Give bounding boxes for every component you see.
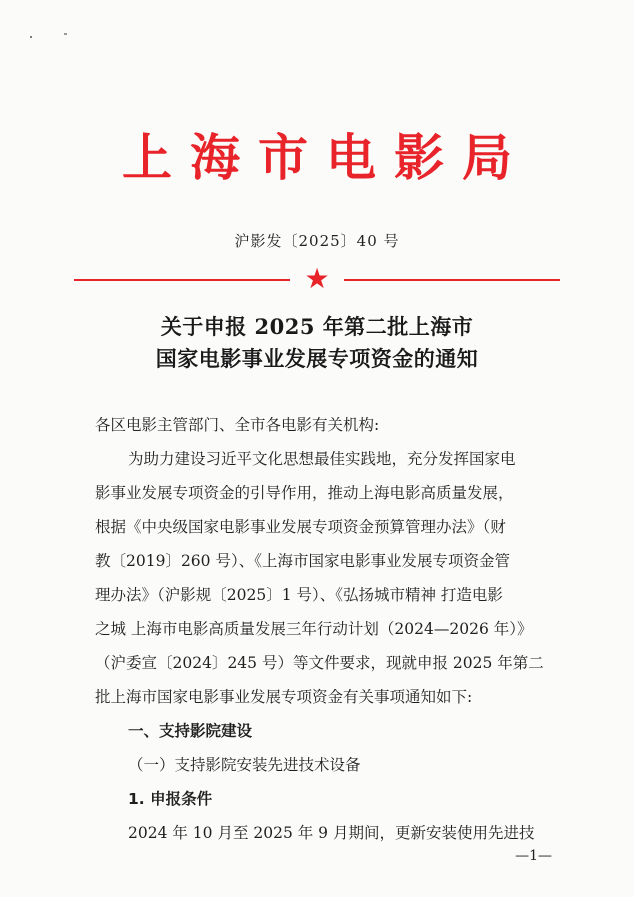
subsection-heading: （一）支持影院安装先进技术设备 [128, 756, 361, 774]
paragraph-line: 理办法》（沪影规〔2025〕1 号）、《弘扬城市精神 打造电影 [95, 586, 503, 604]
salutation: 各区电影主管部门、全市各电影有关机构: [95, 416, 380, 434]
paragraph-line: 为助力建设习近平文化思想最佳实践地，充分发挥国家电 [128, 450, 516, 468]
page-number: —1— [515, 848, 552, 864]
item-heading: 1. 申报条件 [128, 790, 213, 808]
document-number: 沪影发〔2025〕40 号 [234, 232, 400, 250]
paragraph-line: 根据《中央级国家电影事业发展专项资金预算管理办法》（财 [95, 518, 506, 536]
paragraph-line: （沪委宣〔2024〕245 号）等文件要求，现就申报 2025 年第二 [95, 654, 544, 672]
scan-speck [64, 33, 67, 35]
paragraph-line: 批上海市国家电影事业发展专项资金有关事项通知如下: [95, 688, 473, 706]
divider-line-left [74, 279, 290, 281]
paragraph-line: 影事业发展专项资金的引导作用，推动上海电影高质量发展， [95, 484, 514, 502]
scan-speck [30, 36, 32, 38]
divider-line-right [344, 279, 560, 281]
issuing-authority-title: 上海市电影局 [122, 129, 530, 187]
paragraph-line: 2024 年 10 月至 2025 年 9 月期间，更新安装使用先进技 [128, 824, 535, 842]
notice-title-line1: 关于申报 2025 年第二批上海市 [160, 314, 474, 339]
star-icon: ★ [304, 262, 330, 295]
notice-title-line2: 国家电影事业发展专项资金的通知 [155, 346, 479, 371]
section-heading: 一、支持影院建设 [128, 722, 253, 740]
paragraph-line: 教〔2019〕260 号）、《上海市国家电影事业发展专项资金管 [95, 552, 510, 570]
red-divider [74, 262, 560, 295]
paragraph-line: 之城 上海市电影高质量发展三年行动计划（2024—2026 年）》 [95, 620, 533, 638]
